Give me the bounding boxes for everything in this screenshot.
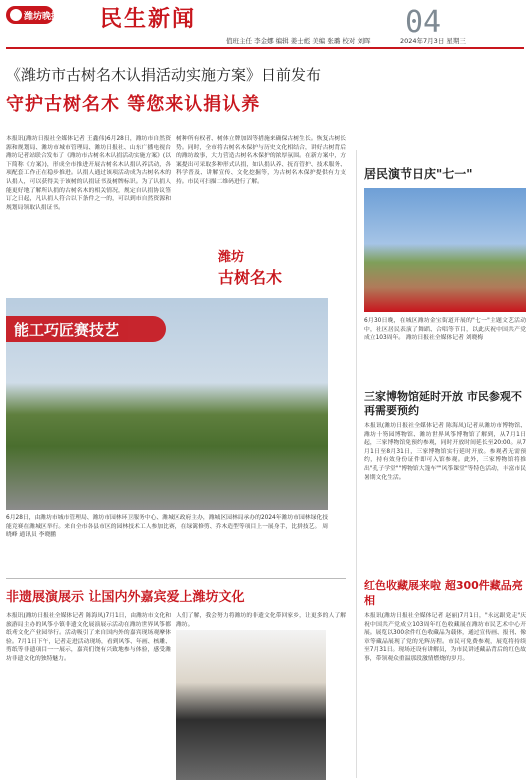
logo-text: 潍坊晚报 bbox=[24, 12, 61, 22]
heritage-demo-photo bbox=[176, 630, 326, 780]
stamp-line-2: 古树名木 bbox=[218, 268, 283, 287]
newspaper-logo bbox=[6, 6, 61, 24]
photo-title-ribbon bbox=[6, 316, 166, 342]
section-divider bbox=[6, 578, 346, 579]
right-story-3-title: 红色收藏展来啦 超300件藏品亮相 bbox=[364, 579, 523, 607]
lead-column-1: 本报讯(潍坊日报社全媒体记者 王鑫伟)6月28日，潍坊市自然资源和规划局、潍坊市城市管理局、潍坊日报社、山东广播电视台潍坊记者站联合发布了《潍坊市古树名木认捐活动实施方案》(以下简称《方案》)，形成全市推进开展古树名木认捐认养活动，各项配套工作正在稳步推进。认捐人通过该项活动成为古树名木的认捐人，可以获得关于该树的认捐证书及树牌标识。为了认捐人能更好地了解所认捐的古树名木的相关情况，规定自认捐协议签订之日起，凡认捐人符合以下条件之一的，可以到市自然资源和规划局领取认捐证书。 bbox=[6, 136, 171, 211]
right-story-2-body: 本报讯(潍坊日报社全媒体记者 陈海凤)记者从潍坊市博物馆、潍坊十笏园博物馆、潍坊世界风筝博物馆了解到，从7月1日起，三家博物馆免预约参观，同时开放时间延长至20:00。从7月1日至8月31日，三家博物馆实行延时开放。参观者无需预约，持有效身份证件即可入馆参观。此外，三家博物馆将推出"孔子学堂""博物馆大篷车""风筝课堂"等特色活动，丰富市民暑期文化生活。 bbox=[364, 423, 526, 481]
lower-column-1: 本报讯(潍坊日报社全媒体记者 陈海凤)7月1日，由潍坊市文化和旅游局主办的风筝小镇非遗文化展演展示活动在潍坊世界风筝都纸鸢文化产业园举行。活动吸引了来自国内外的嘉宾现场观摩体验。7月1日下午，记者走进活动现场，看到风筝、年画、核雕、剪纸等非遗项目一一展示，嘉宾们饶有兴致地参与体验，感受潍坊非遗文化的独特魅力。 bbox=[6, 613, 171, 662]
section-title: 民生新闻 bbox=[100, 7, 197, 32]
lead-kicker: 《潍坊市古树名木认捐活动实施方案》日前发布 bbox=[6, 66, 322, 84]
lead-headline: 守护古树名木 等您来认捐认养 bbox=[6, 94, 261, 115]
lead-column-2: 树种所有权者、树体立牌加固等措施来确保古树生长。恢复古树长势。同时，全市将古树名木保护与历史文化相结合，讲好古树背后的潍坊故事，大力营造古树名木保护的浓厚氛围。在新方案中，方案提出可采取多种形式认捐，如认捐认养、抚育管护、技术服务、科学普及、讲解宣传、文化挖掘等，为古树名木保护提供有力支持。市民可扫描二维码进行了解。 bbox=[176, 136, 346, 185]
right-story-2-title: 三家博物馆延时开放 市民参观不再需要预约 bbox=[364, 390, 522, 417]
right-story-1-title: 居民演节日庆"七一" bbox=[364, 167, 473, 181]
header-rule bbox=[6, 47, 524, 49]
column-divider bbox=[356, 150, 357, 778]
issue-date: 2024年7月3日 星期三 bbox=[400, 37, 466, 45]
editor-credits: 值班主任 李金娜 编辑 姜士彪 美编 张璐 校对 刘晖 bbox=[226, 37, 371, 45]
lower-column-2: 人们了解，我会努力将潍坊的非遗文化带回家乡，让更多的人了解潍坊。 bbox=[176, 613, 346, 628]
right-story-1-body: 6月30日晚，在城区潍坊金宝街道开展的"七一"主题文艺活动中，社区居民表演了舞蹈、合唱等节目，以此庆祝中国共产党成立103周年。 潍坊日报社全媒体记者 刘晓梅 bbox=[364, 318, 526, 342]
ancient-tree-stamp bbox=[218, 246, 282, 288]
logo-mark-icon bbox=[10, 9, 22, 21]
right-story-3-body: 本报讯(潍坊日报社全媒体记者 赵丽)7月1日，"永远跟党走"庆祝中国共产党成立103周年红色收藏展在潍坊市民艺术中心开展。展览以300余件红色收藏品为载体，通过宣传画、报刊、像章等藏品展现了党的光辉历程。市民可免费参观，展览将持续至7月31日。现场还设有讲解员，为市民讲述藏品背后的红色故事，带领观众重温那段激情燃烧的岁月。 bbox=[364, 613, 526, 662]
page-number: 04 bbox=[405, 5, 442, 40]
lower-headline: 非遗展演展示 让国内外嘉宾爱上潍坊文化 bbox=[6, 590, 245, 605]
photo-caption: 6月28日，由潍坊市城市管理局、潍坊市园林环卫服务中心、潍城区政府主办，潍城区园林局承办的2024年潍坊市园林绿化技能竞赛在潍城区举行。来自全市各县市区的园林技术工人参加比赛，在绿篱修剪、乔木造型等项目上一展身手，比拼技艺。 周晓峰 通讯员 李晓鹏 bbox=[6, 515, 328, 539]
photo-title: 能工巧匠赛技艺 bbox=[14, 321, 120, 339]
stamp-line-1: 潍坊 bbox=[218, 250, 245, 265]
performance-photo bbox=[364, 188, 526, 312]
